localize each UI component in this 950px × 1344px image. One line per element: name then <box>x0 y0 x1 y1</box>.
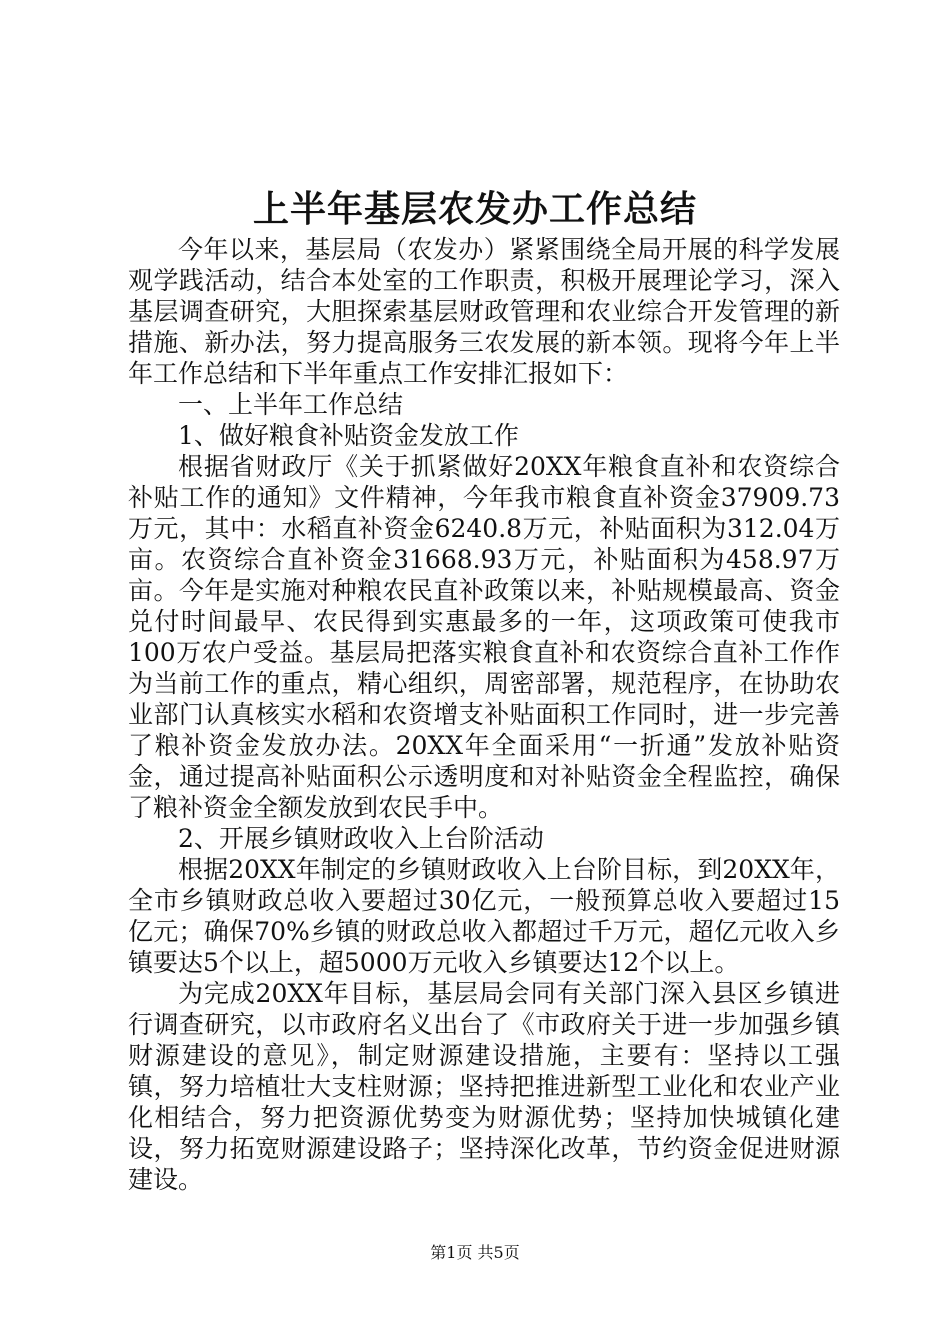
document-title: 上半年基层农发办工作总结 <box>252 188 697 230</box>
grain-subsidy-paragraph: 根据省财政厅《关于抓紧做好20XX年粮食直补和农资综合补贴工作的通知》文件精神，今年我市粮食直补资金37909.73万元，其中：水稻直补资金6240.8万元，补贴面积为312.04万亩。农资综合直补资金31668.93万元，补贴面积为458.97万亩。今年是实施对种粮农民直补政策以来，补贴规模最高、资金兑付时间最早、农民得到实惠最多的一年，这项政策可使我市100万农户受益。基层局把落实粮食直补和农资综合直补工作作为当前工作的重点，精心组织，周密部署，规范程序，在协助农业部门认真核实水稻和农资增支补贴面积工作同时，进一步完善了粮补资金发放办法。20XX年全面采用“一折通”发放补贴资金，通过提高补贴面积公示透明度和对补贴资金全程监控，确保了粮补资金全额发放到农民手中。 <box>128 452 840 822</box>
subsection-heading-2: 2、开展乡镇财政收入上台阶活动 <box>178 824 544 853</box>
section-heading: 一、上半年工作总结 <box>178 390 404 419</box>
revenue-target-paragraph: 根据20XX年制定的乡镇财政收入上台阶目标，到20XX年，全市乡镇财政总收入要超过30亿元，一般预算总收入要超过15亿元；确保70%乡镇的财政总收入都超过千万元，超亿元收入乡镇要达5个以上，超5000万元收入乡镇要达12个以上。 <box>128 855 840 977</box>
document-body <box>128 234 840 1195</box>
subsection-heading-1: 1、做好粮食补贴资金发放工作 <box>178 421 519 450</box>
page-footer: 第1页 共5页 <box>430 1243 520 1262</box>
measures-paragraph: 为完成20XX年目标，基层局会同有关部门深入县区乡镇进行调查研究，以市政府名义出台了《市政府关于进一步加强乡镇财源建设的意见》，制定财源建设措施，主要有：坚持以工强镇，努力培植壮大支柱财源；坚持把推进新型工业化和农业产业化相结合，努力把资源优势变为财源优势；坚持加快城镇化建设，努力拓宽财源建设路子；坚持深化改革，节约资金促进财源建设。 <box>128 979 840 1194</box>
intro-paragraph: 今年以来，基层局（农发办）紧紧围绕全局开展的科学发展观学践活动，结合本处室的工作职责，积极开展理论学习，深入基层调查研究，大胆探索基层财政管理和农业综合开发管理的新措施、新办法，努力提高服务三农发展的新本领。现将今年上半年工作总结和下半年重点工作安排汇报如下： <box>128 235 840 388</box>
